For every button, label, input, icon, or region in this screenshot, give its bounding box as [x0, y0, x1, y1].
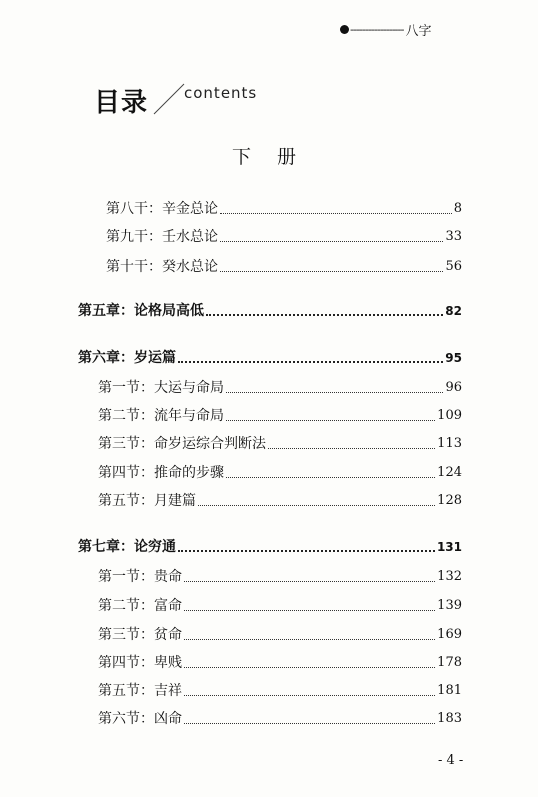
dot-leader: [184, 580, 435, 582]
toc-chapter-row[interactable]: [78, 302, 462, 320]
toc-section-row[interactable]: [98, 464, 462, 482]
toc-entry-label: 第七章：论穷通: [78, 539, 176, 555]
dot-leader: [226, 391, 443, 393]
toc-entry-label: 第六节：凶命: [98, 711, 182, 727]
toc-section-row[interactable]: [98, 654, 462, 672]
toc-entry-label: 第九干：壬水总论: [106, 229, 218, 245]
toc-entry-label: 第三节：命岁运综合判断法: [98, 436, 266, 452]
toc-entry-label: 第五章：论格局高低: [78, 303, 204, 319]
toc-entry-page: 132: [437, 569, 462, 584]
dot-leader: [226, 476, 435, 478]
toc-section-row[interactable]: [106, 258, 462, 276]
toc-entry-page: 33: [445, 229, 462, 244]
toc-entry-page: 109: [437, 408, 462, 423]
dot-leader: [206, 313, 443, 316]
dot-leader: [178, 549, 435, 552]
dot-leader: [198, 504, 435, 506]
dot-leader: [220, 212, 452, 214]
running-header: [340, 22, 460, 39]
toc-chapter-row[interactable]: [78, 349, 462, 367]
toc-section-row[interactable]: [98, 597, 462, 615]
toc-section-row[interactable]: [106, 228, 462, 246]
toc-section-row[interactable]: [98, 710, 462, 728]
header-label: 八字: [405, 23, 432, 39]
toc-entry-page: 82: [445, 304, 462, 318]
toc-entry-label: 第五节：吉祥: [98, 683, 182, 699]
toc-entry-page: 131: [436, 540, 462, 554]
toc-section-row[interactable]: [98, 568, 462, 586]
toc-entry-label: 第六章：岁运篇: [78, 350, 176, 366]
toc-section-row[interactable]: [98, 379, 462, 397]
contents-logo: [94, 82, 294, 116]
toc-entry-page: 8: [453, 201, 462, 216]
dot-leader: [178, 360, 443, 363]
toc-entry-page: 113: [437, 436, 462, 451]
toc-entry-page: 183: [437, 711, 462, 726]
toc-section-row[interactable]: [98, 407, 462, 425]
toc-entry-page: 139: [437, 598, 462, 613]
toc-section-row[interactable]: [98, 435, 462, 453]
toc-entry-label: 第二节：富命: [98, 598, 182, 614]
toc-entry-label: 第五节：月建篇: [98, 493, 196, 509]
toc-entry-page: 128: [437, 493, 462, 508]
dot-leader: [184, 694, 435, 696]
dot-leader: [184, 722, 435, 724]
dot-leader: [184, 666, 435, 668]
toc-section-row[interactable]: [106, 200, 462, 218]
volume-title: 下 册: [231, 146, 307, 168]
toc-entry-label: 第八干：辛金总论: [106, 201, 218, 217]
toc-section-row[interactable]: [98, 682, 462, 700]
contents-logo-en: contents: [184, 84, 258, 102]
toc-entry-page: 178: [437, 655, 462, 670]
toc-entry-label: 第四节：卑贱: [98, 655, 182, 671]
dot-leader: [184, 609, 435, 611]
toc-entry-label: 第四节：推命的步骤: [98, 465, 224, 481]
toc-section-row[interactable]: [98, 626, 462, 644]
toc-entry-label: 第三节：贫命: [98, 627, 182, 643]
toc-section-row[interactable]: [98, 492, 462, 510]
dot-leader: [220, 240, 443, 242]
toc-entry-label: 第一节：大运与命局: [98, 380, 224, 396]
header-dashes: ------------------: [350, 22, 404, 36]
toc-entry-label: 第一节：贵命: [98, 569, 182, 585]
toc-entry-page: 169: [437, 627, 462, 642]
toc-entry-page: 96: [445, 380, 462, 395]
dot-leader: [220, 270, 443, 272]
bullet-icon: [340, 25, 349, 34]
toc-entry-page: 181: [437, 683, 462, 698]
contents-logo-cn: 目录: [94, 88, 149, 118]
toc-entry-label: 第十干：癸水总论: [106, 259, 218, 275]
dot-leader: [184, 638, 435, 640]
dot-leader: [268, 447, 435, 449]
toc-entry-label: 第二节：流年与命局: [98, 408, 224, 424]
dot-leader: [226, 419, 435, 421]
toc-entry-page: 56: [445, 259, 462, 274]
toc-entry-page: 95: [445, 351, 462, 365]
toc-entry-page: 124: [437, 465, 462, 480]
toc-chapter-row[interactable]: [78, 538, 462, 556]
page-number: - 4 -: [438, 753, 464, 768]
